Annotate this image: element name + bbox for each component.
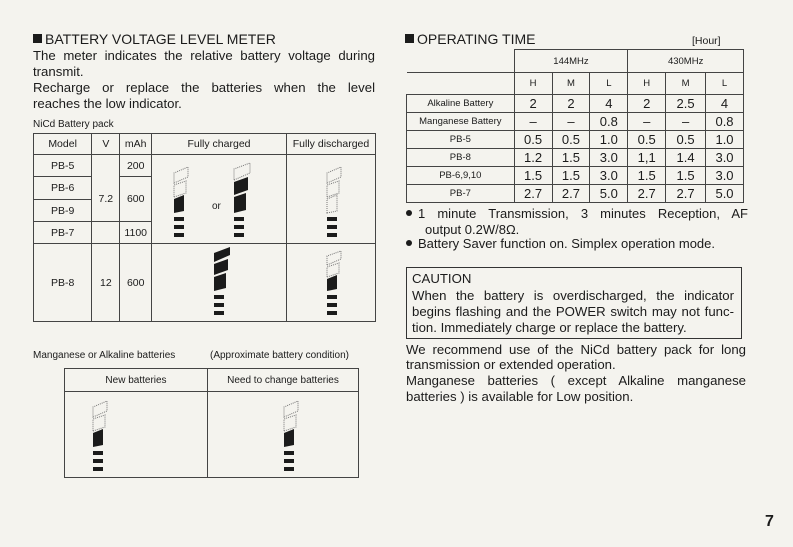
row-label: PB-7	[407, 185, 515, 203]
band-144: 144MHz	[514, 50, 628, 73]
volt-group: 7.2	[92, 177, 120, 222]
page-number: 7	[765, 513, 774, 530]
table-row-model: PB-7	[34, 222, 92, 244]
table-row: Manganese Battery – – 0.8 – – 0.8	[407, 113, 744, 131]
header-new-batteries: New batteries	[65, 369, 208, 392]
nicd-label: NiCd Battery pack	[33, 119, 114, 130]
row-label: PB-5	[407, 131, 515, 149]
new-batteries-cell	[65, 392, 208, 478]
need-change-cell	[208, 392, 359, 478]
meter-line-2: transmit.	[33, 64, 84, 79]
battery-meter-heading: BATTERY VOLTAGE LEVEL METER	[33, 31, 276, 47]
header-fully-discharged: Fully discharged	[286, 134, 375, 155]
header-need-change: Need to change batteries	[208, 369, 359, 392]
level-l: L	[706, 73, 744, 95]
fully-discharged-cell	[286, 155, 375, 244]
table-row-mah: 1100	[120, 222, 152, 244]
table-row-mah: 600	[120, 177, 152, 222]
heading-square-icon	[405, 34, 414, 43]
level-h: H	[628, 73, 666, 95]
row-label: Manganese Battery	[407, 113, 515, 131]
caution-line-2: begins flashing and the POWER switch may not func-	[412, 304, 734, 319]
table-row-mah: 600	[120, 244, 152, 322]
table-row-model: PB-9	[34, 200, 92, 222]
table-row: PB-8 1.2 1.5 3.0 1,1 1.4 3.0	[407, 149, 744, 167]
recharge-line-2: reaches the low indicator.	[33, 96, 182, 111]
nicd-table	[33, 133, 376, 322]
table-row-mah: 200	[120, 155, 152, 177]
heading-square-icon	[33, 34, 42, 43]
bullet-2: Battery Saver function on. Simplex operation mode.	[406, 236, 715, 252]
table-row-model: PB-5	[34, 155, 92, 177]
level-h: H	[514, 73, 552, 95]
table-row-volt: 12	[92, 244, 120, 322]
fully-charged-meter-icons	[152, 155, 286, 243]
new-batteries-meter-icon	[65, 393, 207, 477]
bullet-1-cont: output 0.2W/8Ω.	[425, 222, 520, 237]
header-v: V	[92, 134, 120, 155]
fully-charged-cell	[151, 155, 286, 244]
legend-table	[64, 368, 359, 478]
manganese-label: Manganese or Alkaline batteries	[33, 350, 176, 361]
or-text: or	[211, 201, 221, 212]
caution-box	[406, 267, 742, 339]
approx-label: (Approximate battery condition)	[210, 350, 349, 361]
recharge-line-1: Recharge or replace the batteries when the level	[33, 80, 375, 95]
header-model: Model	[34, 134, 92, 155]
caution-line-1: When the battery is overdischarged, the indicator	[412, 288, 734, 303]
pb8-discharged-meter-icon	[287, 245, 375, 321]
caution-title: CAUTION	[412, 271, 472, 286]
table-row-model: PB-6	[34, 177, 92, 200]
band-430: 430MHz	[628, 50, 744, 73]
table-row-model: PB-8	[34, 244, 92, 322]
row-label: PB-8	[407, 149, 515, 167]
table-row: PB-5 0.5 0.5 1.0 0.5 0.5 1.0	[407, 131, 744, 149]
row-label: PB-6,9,10	[407, 167, 515, 185]
recommend-line-2: transmission or extended operation.	[406, 357, 616, 372]
table-row: PB-6,9,10 1.5 1.5 3.0 1.5 1.5 3.0	[407, 167, 744, 185]
pb8-discharged-cell	[286, 244, 375, 322]
bullet-1: 1 minute Transmission, 3 minutes Reception, AF	[406, 206, 748, 222]
manganese-line-1: Manganese batteries ( except Alkaline manganese	[406, 373, 746, 388]
pb8-charged-cell	[151, 244, 286, 322]
table-row: Alkaline Battery 2 2 4 2 2.5 4	[407, 95, 744, 113]
need-change-meter-icon	[208, 393, 358, 477]
header-mah: mAh	[120, 134, 152, 155]
table-row: PB-7 2.7 2.7 5.0 2.7 2.7 5.0	[407, 185, 744, 203]
level-l: L	[590, 73, 628, 95]
caution-line-3: tion. Immediately charge or replace the battery.	[412, 320, 687, 335]
fully-discharged-meter-icon	[287, 155, 375, 243]
operating-time-table	[406, 49, 744, 203]
level-m: M	[552, 73, 590, 95]
meter-line-1: The meter indicates the relative battery voltage during	[33, 48, 375, 63]
recommend-line-1: We recommend use of the NiCd battery pack for long	[406, 342, 746, 357]
row-label: Alkaline Battery	[407, 95, 515, 113]
header-fully-charged: Fully charged	[151, 134, 286, 155]
level-m: M	[666, 73, 706, 95]
operating-time-heading: OPERATING TIME	[405, 31, 536, 47]
bullet-icon	[406, 210, 412, 216]
bullet-icon	[406, 240, 412, 246]
pb8-charged-meter-icon	[152, 245, 286, 321]
manganese-line-2: batteries ) is available for Low position.	[406, 389, 634, 404]
hour-unit: [Hour]	[692, 35, 721, 47]
